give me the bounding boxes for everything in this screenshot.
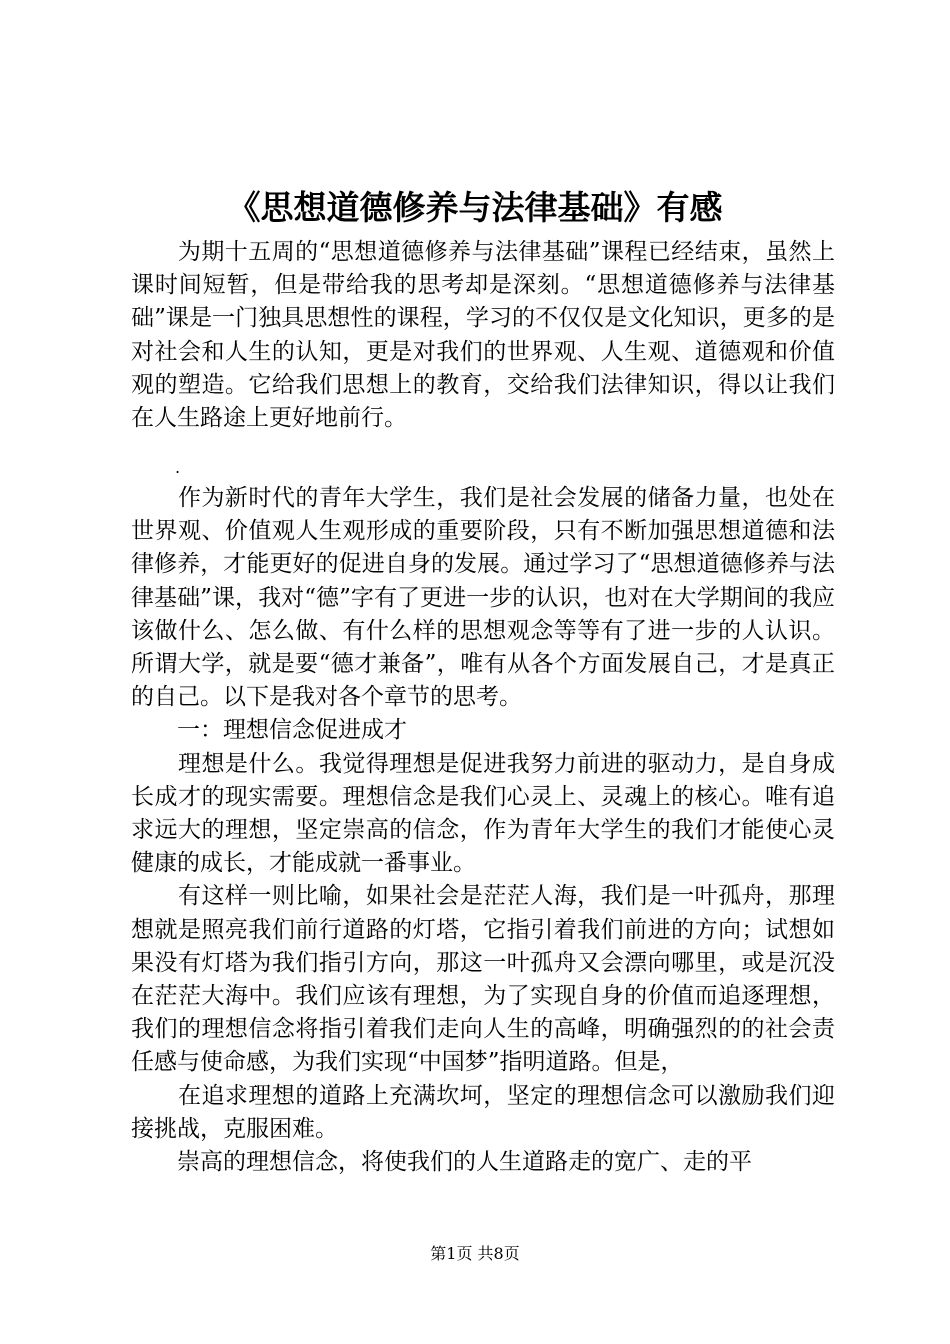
body-text: 作为新时代的青年大学生，我们是社会发展的储备力量，也处在世界观、价值观人生观形成的重要阶段，只有不断加强思想道德和法律修养，才能更好的促进自身的发展。通过学习了“思想道德修养与法律基础”课，我对“德”字有了更进一步的认识，也对在大学期间的我应该做什么、怎么做、有什么样的思想观念等等有了进一步的人认识。所谓大学，就是要“德才兼备”，唯有从各个方面发展自己，才是真正的自己。以下是我对各个章节的思考。 一：理想信念促进成才 理想是什么。我觉得理想是促进我努力前进的驱动力，是自身成长成才的现实需要。理想信念是我们心灵上、灵魂上的核心。唯有追求远大的理想，坚定崇高的信念，作为青年大学生的我们才能使心灵健康的成长，才能成就一番事业。 有这样一则比喻，如果社会是茫茫人海，我们是一叶孤舟，那理想就是照亮我们前行道路的灯塔，它指引着我们前进的方向；试想如果没有灯塔为我们指引方向，那这一叶孤舟又会漂向哪里，或是沉没在茫茫大海中。我们应该有理想，为了实现自身的价值而追逐理想，我们的理想信念将指引着我们走向人生的高峰，明确强烈的的社会责任感与使命感，为我们实现“中国梦”指明道路。但是， 在追求理想的道路上充满坎坷，坚定的理想信念可以激励我们迎接挑战，克服困难。 崇高的理想信念，将使我们的人生道路走的宽广、走的平	[131, 485, 835, 1176]
document-title: 《思想道德修养与法律基础》有感	[227, 188, 723, 227]
separator-dot: .	[175, 458, 181, 477]
intro-paragraph: 为期十五周的“思想道德修养与法律基础”课程已经结束，虽然上课时间短暂，但是带给我的思考却是深刻。“思想道德修养与法律基础”课是一门独具思想性的课程，学习的不仅仅是文化知识，更多的是对社会和人生的认知，更是对我们的世界观、人生观、道德观和价值观的塑造。它给我们思想上的教育，交给我们法律知识，得以让我们在人生路途上更好地前行。	[131, 239, 835, 432]
page-footer: 第1页 共8页	[430, 1244, 520, 1263]
